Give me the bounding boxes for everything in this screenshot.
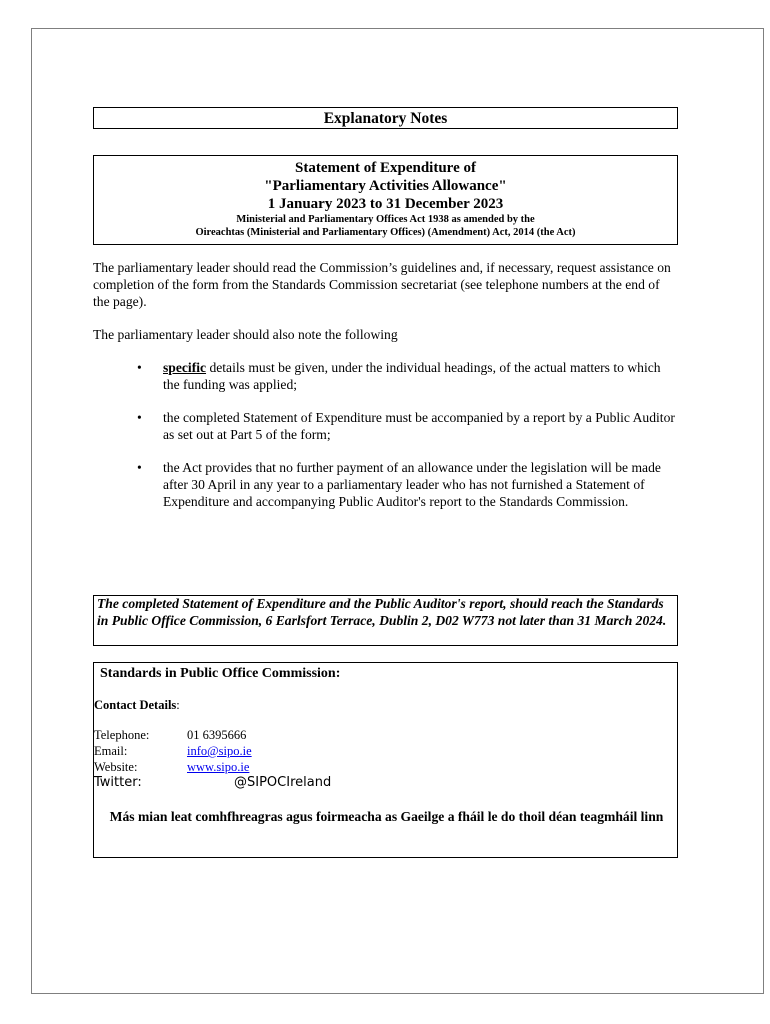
statement-act-line-1: Ministerial and Parliamentary Offices Act 1938 as amended by the <box>236 214 535 225</box>
bullet-icon: • <box>137 410 142 425</box>
email-row <box>94 744 252 758</box>
deadline-notice: The completed Statement of Expenditure and the Public Auditor's report, should reach the Standards in Public Office Commission, 6 Earlsfort Terrace, Dublin 2, D02 W773 not later than 31 March 2024. <box>93 595 678 646</box>
website-row <box>94 760 249 774</box>
telephone-label: Telephone: <box>94 728 150 742</box>
twitter-label: Twitter: <box>94 775 142 790</box>
bullet-icon: • <box>137 460 142 475</box>
email-label: Email: <box>94 744 128 758</box>
website-link[interactable]: www.sipo.ie <box>187 760 250 774</box>
website-label: Website: <box>94 760 138 774</box>
list-item <box>93 359 678 393</box>
twitter-handle: @SIPOCIreland <box>234 775 332 790</box>
statement-line-2: "Parliamentary Activities Allowance" <box>264 178 507 194</box>
contact-details-label: Contact Details: <box>94 698 180 712</box>
statement-header-box <box>93 155 678 245</box>
bullet-1-text: details must be given, under the individual headings, of the actual matters to which the funding was applied; <box>163 360 661 392</box>
twitter-row <box>94 775 332 790</box>
telephone-row <box>94 728 246 742</box>
statement-period: 1 January 2023 to 31 December 2023 <box>267 196 504 212</box>
note-paragraph: The parliamentary leader should also note the following <box>93 327 398 342</box>
list-item <box>93 409 678 443</box>
irish-language-notice: Más mian leat comhfhreagras agus foirmeacha as Gaeilge a fháil le do thoil déan teagmháil linn <box>109 809 664 824</box>
email-link[interactable]: info@sipo.ie <box>187 744 252 758</box>
list-item <box>93 459 678 510</box>
bullet-3-text: the Act provides that no further payment of an allowance under the legislation will be made after 30 April in any year to a parliamentary leader who has not furnished a Statement of Expenditure and accompanying Public Auditor's report to the Standards Commission. <box>163 460 661 509</box>
statement-act-line-2: Oireachtas (Ministerial and Parliamentary Offices) (Amendment) Act, 2014 (the Act) <box>195 227 576 238</box>
commission-heading: Standards in Public Office Commission: <box>100 666 341 681</box>
bullet-icon: • <box>137 360 142 375</box>
explanatory-notes-title: Explanatory Notes <box>93 107 678 129</box>
specific-emphasis: specific <box>163 360 207 375</box>
notes-list <box>93 359 678 526</box>
statement-line-1: Statement of Expenditure of <box>295 160 476 176</box>
telephone-value: 01 6395666 <box>187 728 247 742</box>
contact-box <box>93 662 678 858</box>
bullet-2-text: the completed Statement of Expenditure must be accompanied by a report by a Public Auditor as set out at Part 5 of the form; <box>163 410 675 442</box>
intro-paragraph: The parliamentary leader should read the Commission’s guidelines and, if necessary, request assistance on completion of the form from the Standards Commission secretariat (see telephone numbers at the end of the page). <box>93 260 671 309</box>
